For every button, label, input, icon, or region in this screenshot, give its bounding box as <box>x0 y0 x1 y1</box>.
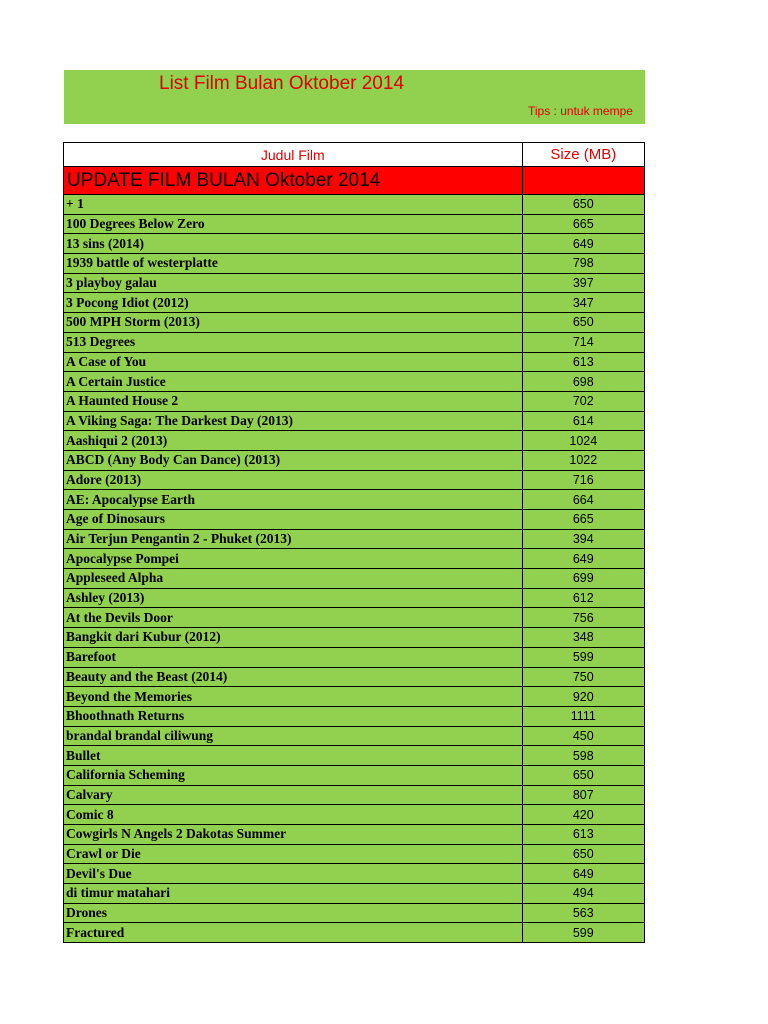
film-title: 3 Pocong Idiot (2012) <box>64 293 523 313</box>
table-row <box>64 352 645 372</box>
table-row <box>64 647 645 667</box>
film-size: 613 <box>522 352 644 372</box>
table-row <box>64 923 645 943</box>
film-size: 807 <box>522 785 644 805</box>
table-row <box>64 667 645 687</box>
film-title: Bullet <box>64 746 523 766</box>
film-title: Barefoot <box>64 647 523 667</box>
film-title: A Haunted House 2 <box>64 391 523 411</box>
film-title: Cowgirls N Angels 2 Dakotas Summer <box>64 825 523 845</box>
table-row <box>64 785 645 805</box>
film-title: 3 playboy galau <box>64 273 523 293</box>
film-size: 665 <box>522 510 644 530</box>
table-row <box>64 628 645 648</box>
film-title: Bangkit dari Kubur (2012) <box>64 628 523 648</box>
film-size: 599 <box>522 923 644 943</box>
table-row <box>64 588 645 608</box>
film-title: Comic 8 <box>64 805 523 825</box>
table-row <box>64 313 645 333</box>
film-title: Beyond the Memories <box>64 687 523 707</box>
section-title: UPDATE FILM BULAN Oktober 2014 <box>64 167 523 195</box>
film-size: 798 <box>522 254 644 274</box>
film-title: Ashley (2013) <box>64 588 523 608</box>
film-title: 1939 battle of westerplatte <box>64 254 523 274</box>
table-row <box>64 746 645 766</box>
header-title: Judul Film <box>64 143 523 167</box>
film-title: Beauty and the Beast (2014) <box>64 667 523 687</box>
film-size: 698 <box>522 372 644 392</box>
film-title: Fractured <box>64 923 523 943</box>
film-title: AE: Apocalypse Earth <box>64 490 523 510</box>
film-title: Drones <box>64 903 523 923</box>
film-title: A Certain Justice <box>64 372 523 392</box>
table-row <box>64 234 645 254</box>
banner <box>64 70 645 124</box>
film-title: 13 sins (2014) <box>64 234 523 254</box>
film-title: Air Terjun Pengantin 2 - Phuket (2013) <box>64 529 523 549</box>
table-row <box>64 903 645 923</box>
film-size: 714 <box>522 332 644 352</box>
film-size: 348 <box>522 628 644 648</box>
table-row <box>64 706 645 726</box>
film-title: brandal brandal ciliwung <box>64 726 523 746</box>
film-size: 397 <box>522 273 644 293</box>
tips-text: Tips : untuk mempe <box>528 104 633 118</box>
table-row <box>64 470 645 490</box>
film-size: 699 <box>522 569 644 589</box>
film-size: 650 <box>522 844 644 864</box>
header-row <box>64 143 645 167</box>
film-title: di timur matahari <box>64 884 523 904</box>
film-size: 347 <box>522 293 644 313</box>
film-size: 650 <box>522 195 644 215</box>
film-title: Age of Dinosaurs <box>64 510 523 530</box>
film-size: 702 <box>522 391 644 411</box>
film-title: 100 Degrees Below Zero <box>64 214 523 234</box>
film-size: 420 <box>522 805 644 825</box>
page-title: List Film Bulan Oktober 2014 <box>159 73 405 94</box>
table-row <box>64 391 645 411</box>
film-title: 513 Degrees <box>64 332 523 352</box>
film-title: Apocalypse Pompei <box>64 549 523 569</box>
table-row <box>64 687 645 707</box>
table-row <box>64 608 645 628</box>
table-row <box>64 372 645 392</box>
film-size: 598 <box>522 746 644 766</box>
table-row <box>64 864 645 884</box>
film-size: 613 <box>522 825 644 845</box>
film-size: 664 <box>522 490 644 510</box>
film-size: 649 <box>522 549 644 569</box>
table-row <box>64 293 645 313</box>
film-title: Crawl or Die <box>64 844 523 864</box>
table-row <box>64 549 645 569</box>
table-row <box>64 726 645 746</box>
table-row <box>64 450 645 470</box>
film-size: 665 <box>522 214 644 234</box>
table-row <box>64 273 645 293</box>
film-size: 750 <box>522 667 644 687</box>
film-size: 649 <box>522 234 644 254</box>
film-title: A Viking Saga: The Darkest Day (2013) <box>64 411 523 431</box>
film-size: 716 <box>522 470 644 490</box>
table-row <box>64 411 645 431</box>
film-title: Appleseed Alpha <box>64 569 523 589</box>
table-row <box>64 805 645 825</box>
film-title: + 1 <box>64 195 523 215</box>
film-title: California Scheming <box>64 765 523 785</box>
table-row <box>64 844 645 864</box>
table-row <box>64 431 645 451</box>
table-row <box>64 529 645 549</box>
film-title: 500 MPH Storm (2013) <box>64 313 523 333</box>
film-size: 1022 <box>522 450 644 470</box>
film-size: 614 <box>522 411 644 431</box>
table-row <box>64 214 645 234</box>
table-row <box>64 510 645 530</box>
film-size: 563 <box>522 903 644 923</box>
film-size: 650 <box>522 765 644 785</box>
film-title: Aashiqui 2 (2013) <box>64 431 523 451</box>
film-title: Devil's Due <box>64 864 523 884</box>
header-size: Size (MB) <box>522 143 644 167</box>
film-table <box>63 142 645 943</box>
film-size: 394 <box>522 529 644 549</box>
table-row <box>64 332 645 352</box>
table-row <box>64 254 645 274</box>
film-title: Adore (2013) <box>64 470 523 490</box>
film-title: Calvary <box>64 785 523 805</box>
section-size-cell <box>522 167 644 195</box>
film-size: 756 <box>522 608 644 628</box>
film-title: A Case of You <box>64 352 523 372</box>
film-size: 494 <box>522 884 644 904</box>
table-row <box>64 490 645 510</box>
film-size: 1111 <box>522 706 644 726</box>
table-row <box>64 884 645 904</box>
film-title: Bhoothnath Returns <box>64 706 523 726</box>
film-size: 649 <box>522 864 644 884</box>
film-size: 920 <box>522 687 644 707</box>
table-row <box>64 569 645 589</box>
film-size: 1024 <box>522 431 644 451</box>
film-title: At the Devils Door <box>64 608 523 628</box>
table-row <box>64 195 645 215</box>
film-size: 599 <box>522 647 644 667</box>
film-size: 450 <box>522 726 644 746</box>
film-title: ABCD (Any Body Can Dance) (2013) <box>64 450 523 470</box>
table-row <box>64 765 645 785</box>
film-size: 650 <box>522 313 644 333</box>
table-row <box>64 825 645 845</box>
film-size: 612 <box>522 588 644 608</box>
section-row <box>64 167 645 195</box>
